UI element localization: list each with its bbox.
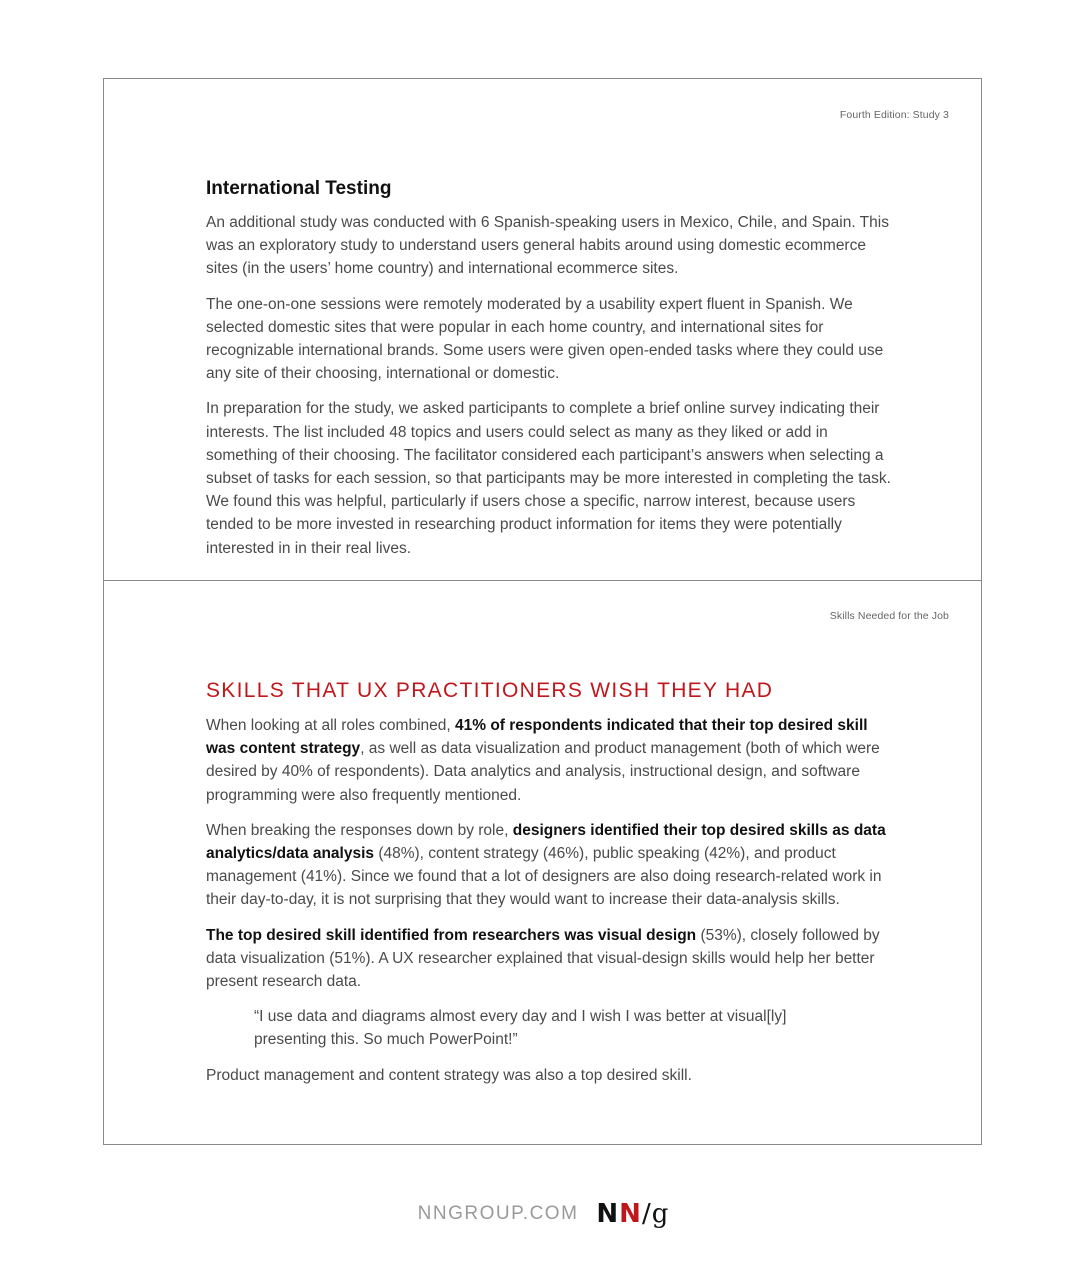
report-page-skills — [103, 580, 982, 1145]
section-subheading: International Testing — [206, 178, 392, 199]
paragraph-text: (53%), closely followed by data visualization (51%). A UX researcher explained that visual-design skills would help her better present research data. — [206, 926, 880, 991]
body-paragraph — [206, 819, 896, 912]
running-head: Skills Needed for the Job — [829, 610, 949, 622]
emphasis-text: 41% of respondents indicated that their top desired skill was content strategy — [206, 717, 868, 758]
paragraph-text: When looking at all roles combined, — [206, 717, 455, 734]
paragraph-text: When breaking the responses down by role, — [206, 821, 513, 839]
body-paragraph: Product management and content strategy was also a top desired skill. — [206, 1066, 692, 1084]
section-heading: SKILLS THAT UX PRACTITIONERS WISH THEY HAD — [206, 679, 774, 702]
emphasis-text: designers identified their top desired skills as data analytics/data analysis — [206, 821, 886, 863]
logo-letter-g: g — [651, 1199, 670, 1229]
page-content — [206, 679, 896, 1099]
logo-slash: / — [641, 1199, 652, 1229]
body-paragraph: In preparation for the study, we asked participants to complete a brief online survey indicating their interests. The list included 48 topics and users could select as many as they liked or add in something of their choosing. The facilitator considered each participant’s answers when selecting a subset of tasks for each session, so that participants may be more interested in completing the task. We found this was helpful, particularly if users chose a specific, narrow interest, because users tended to be more invested in researching product information for items they were potentially interested in in their real lives. — [206, 400, 891, 557]
emphasis-text: The top desired skill identified from researchers was visual design — [206, 926, 697, 944]
body-paragraph — [206, 714, 896, 807]
body-paragraph — [206, 924, 896, 994]
report-page-international-testing — [103, 78, 982, 581]
nng-logo — [596, 1199, 669, 1229]
page-content — [206, 178, 896, 572]
logo-letter: N — [596, 1199, 620, 1229]
footer — [0, 1199, 1087, 1229]
running-head: Fourth Edition: Study 3 — [839, 109, 949, 121]
paragraph-text: , as well as data visualization and product management (both of which were desired by 40% of respondents). Data analytics and analysis, instructional design, and software programming were also frequently mentioned. — [206, 740, 880, 804]
body-paragraph: The one-on-one sessions were remotely moderated by a usability expert fluent in Spanish. We selected domestic sites that were popular in each home country, and international sites for recognizable international brands. Some users were given open-ended tasks where they could use any site of their choosing, international or domestic. — [206, 295, 884, 383]
footer-site-link[interactable]: NNGROUP.COM — [417, 1203, 579, 1224]
paragraph-text: (48%), content strategy (46%), public speaking (42%), and product management (41%). Since we found that a lot of designers are also doing research-related work in their day-to-day, it is not surprising that they would want to increase their data-analysis skills. — [206, 845, 882, 909]
logo-letter-accent: N — [619, 1199, 642, 1229]
body-paragraph: An additional study was conducted with 6 Spanish-speaking users in Mexico, Chile, and Spain. This was an exploratory study to understand users general habits around using domestic ecommerce sites (in the users’ home country) and international ecommerce sites. — [206, 214, 889, 278]
user-quote: “I use data and diagrams almost every day and I wish I was better at visual[ly] presenting this. So much PowerPoint!” — [254, 1008, 787, 1049]
